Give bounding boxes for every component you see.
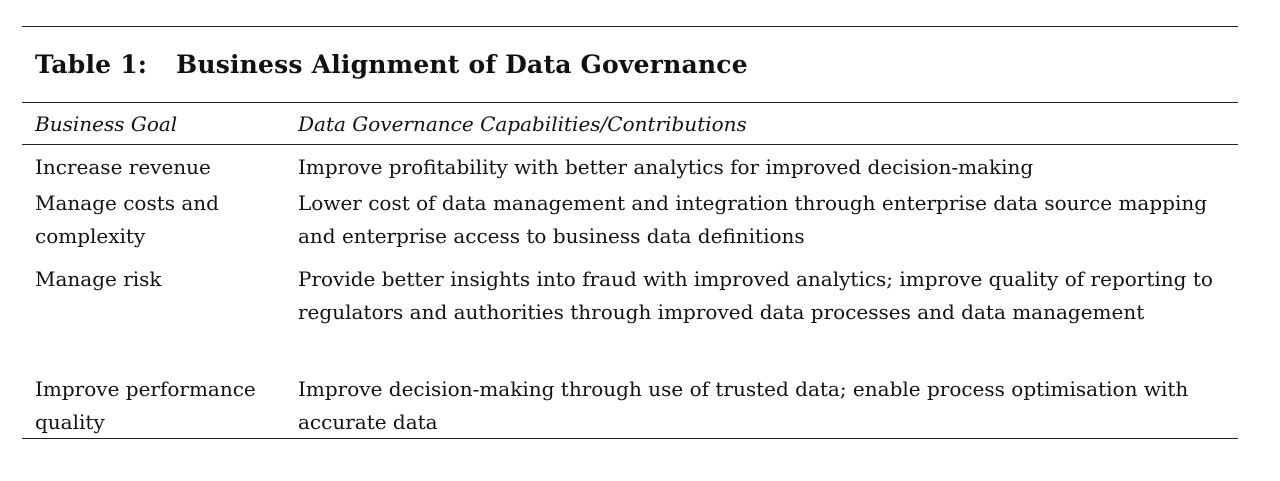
table-1 xyxy=(22,26,1238,439)
business-goal-cell: Manage costs and complexity xyxy=(35,191,219,248)
business-goal-cell: Improve performance quality xyxy=(35,377,256,434)
business-goal-cell: Manage risk xyxy=(35,267,162,291)
contribution-cell: Improve decision-making through use of trusted data; enable process optimisation with accurate data xyxy=(298,377,1189,434)
contribution-cell: Improve profitability with better analytics for improved decision-making xyxy=(298,155,1034,179)
table-number: Table 1: xyxy=(35,50,148,79)
contribution-cell: Provide better insights into fraud with improved analytics; improve quality of reporting to regulators and authorities through improved data processes and data management xyxy=(298,267,1213,324)
business-goal-cell: Increase revenue xyxy=(35,155,211,179)
table-row xyxy=(22,187,1238,263)
table-title: Business Alignment of Data Governance xyxy=(176,50,748,79)
column-header-business-goal: Business Goal xyxy=(35,111,178,136)
table-row xyxy=(22,373,1238,439)
contribution-cell: Lower cost of data management and integration through enterprise data source mapping and enterprise access to business data definitions xyxy=(298,191,1208,248)
table-caption xyxy=(22,27,1238,103)
table-row xyxy=(22,145,1238,187)
table-row xyxy=(22,263,1238,373)
table-header-row xyxy=(22,103,1238,145)
column-header-capabilities: Data Governance Capabilities/Contributions xyxy=(298,111,747,136)
